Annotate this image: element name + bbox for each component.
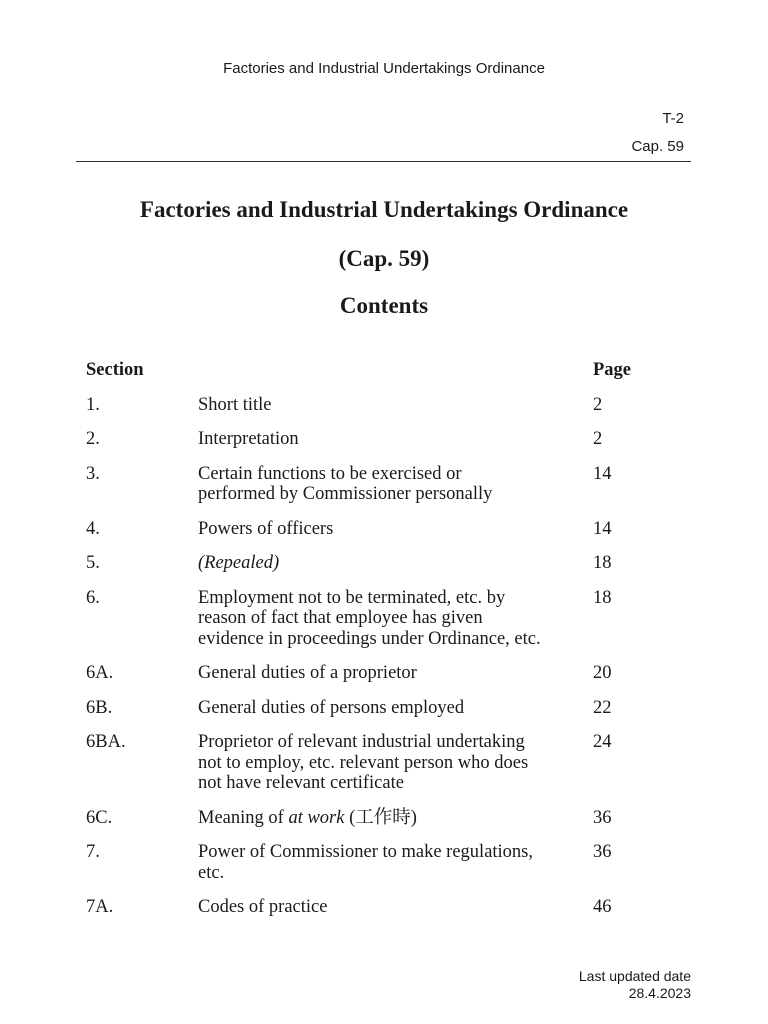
toc-header-section: Section <box>86 360 144 380</box>
toc-section-title <box>198 464 593 505</box>
toc-section-number: 4. <box>86 518 100 539</box>
table-of-contents <box>86 360 686 932</box>
toc-page-number: 24 <box>593 732 612 752</box>
toc-title-line: Employment not to be terminated, etc. by <box>198 587 506 608</box>
toc-title-line: not have relevant certificate <box>198 773 404 793</box>
toc-page-number: 46 <box>593 897 612 917</box>
toc-section-number: 5. <box>86 553 100 573</box>
toc-page-number: 36 <box>593 807 612 828</box>
toc-title-line: not to employ, etc. relevant person who does <box>198 752 529 773</box>
toc-page-number: 36 <box>593 842 612 862</box>
header-divider <box>76 161 691 162</box>
toc-section-number: 6BA. <box>86 732 126 752</box>
toc-title-suffix: (工作時) <box>344 807 417 828</box>
toc-section-number: 2. <box>86 429 100 449</box>
toc-title-prefix: Meaning of <box>198 807 289 828</box>
document-title: Factories and Industrial Undertakings Ordinance <box>139 197 629 222</box>
toc-title-line: Proprietor of relevant industrial undertaking <box>198 732 525 752</box>
toc-header-page: Page <box>593 360 632 380</box>
toc-title-line: etc. <box>198 862 225 883</box>
running-header: Factories and Industrial Undertakings Ordinance <box>223 60 545 77</box>
toc-entry-6[interactable] <box>86 588 686 650</box>
contents-heading: Contents <box>339 293 429 318</box>
toc-section-title <box>198 842 593 883</box>
chapter-number: (Cap. 59) <box>338 246 430 271</box>
toc-title-line: Certain functions to be exercised or <box>198 463 462 484</box>
toc-section-title: Powers of officers <box>198 518 334 539</box>
toc-section-title <box>198 808 593 829</box>
last-updated-date: 28.4.2023 <box>628 985 691 1001</box>
toc-section-title: General duties of persons employed <box>198 697 465 718</box>
page-code: T-2 <box>662 110 684 127</box>
toc-page-number: 18 <box>593 553 612 573</box>
toc-page-number: 20 <box>593 663 612 683</box>
toc-section-title <box>198 588 593 650</box>
toc-section-number: 6. <box>86 587 100 608</box>
toc-page-number: 14 <box>593 463 612 484</box>
toc-page-number: 2 <box>593 429 603 449</box>
toc-entry-6a[interactable] <box>86 663 686 684</box>
toc-page-number: 18 <box>593 587 612 608</box>
toc-section-number: 3. <box>86 463 100 484</box>
toc-entry-5[interactable] <box>86 553 686 574</box>
toc-entry-3[interactable] <box>86 464 686 505</box>
toc-entry-6c[interactable] <box>86 808 686 829</box>
toc-entry-2[interactable] <box>86 429 686 450</box>
toc-section-number: 7. <box>86 842 100 862</box>
toc-entry-1[interactable] <box>86 395 686 416</box>
toc-section-number: 6B. <box>86 697 113 718</box>
toc-section-title: (Repealed) <box>198 553 280 573</box>
toc-title-line: performed by Commissioner personally <box>198 484 493 504</box>
toc-section-number: 6C. <box>86 807 113 828</box>
toc-entry-7a[interactable] <box>86 897 686 918</box>
toc-section-number: 1. <box>86 394 100 415</box>
toc-page-number: 22 <box>593 697 612 718</box>
toc-section-title: Codes of practice <box>198 897 328 917</box>
toc-entry-6b[interactable] <box>86 698 686 719</box>
toc-title-line: reason of fact that employee has given <box>198 608 483 628</box>
toc-page-number: 2 <box>593 394 603 415</box>
toc-page-number: 14 <box>593 518 612 539</box>
toc-title-line: Power of Commissioner to make regulations, <box>198 842 534 862</box>
toc-section-title: Interpretation <box>198 429 299 449</box>
toc-header-row <box>86 360 686 381</box>
toc-section-number: 7A. <box>86 897 114 917</box>
toc-section-title: General duties of a proprietor <box>198 663 417 683</box>
toc-section-title <box>198 732 593 794</box>
last-updated-label: Last updated date <box>578 968 691 984</box>
chapter-reference: Cap. 59 <box>631 138 684 155</box>
toc-entry-7[interactable] <box>86 842 686 883</box>
toc-section-number: 6A. <box>86 663 114 683</box>
toc-title-line: evidence in proceedings under Ordinance, etc. <box>198 628 541 649</box>
toc-entry-6ba[interactable] <box>86 732 686 794</box>
toc-section-title: Short title <box>198 394 272 415</box>
toc-entry-4[interactable] <box>86 519 686 540</box>
toc-title-defined-term: at work <box>288 807 345 828</box>
